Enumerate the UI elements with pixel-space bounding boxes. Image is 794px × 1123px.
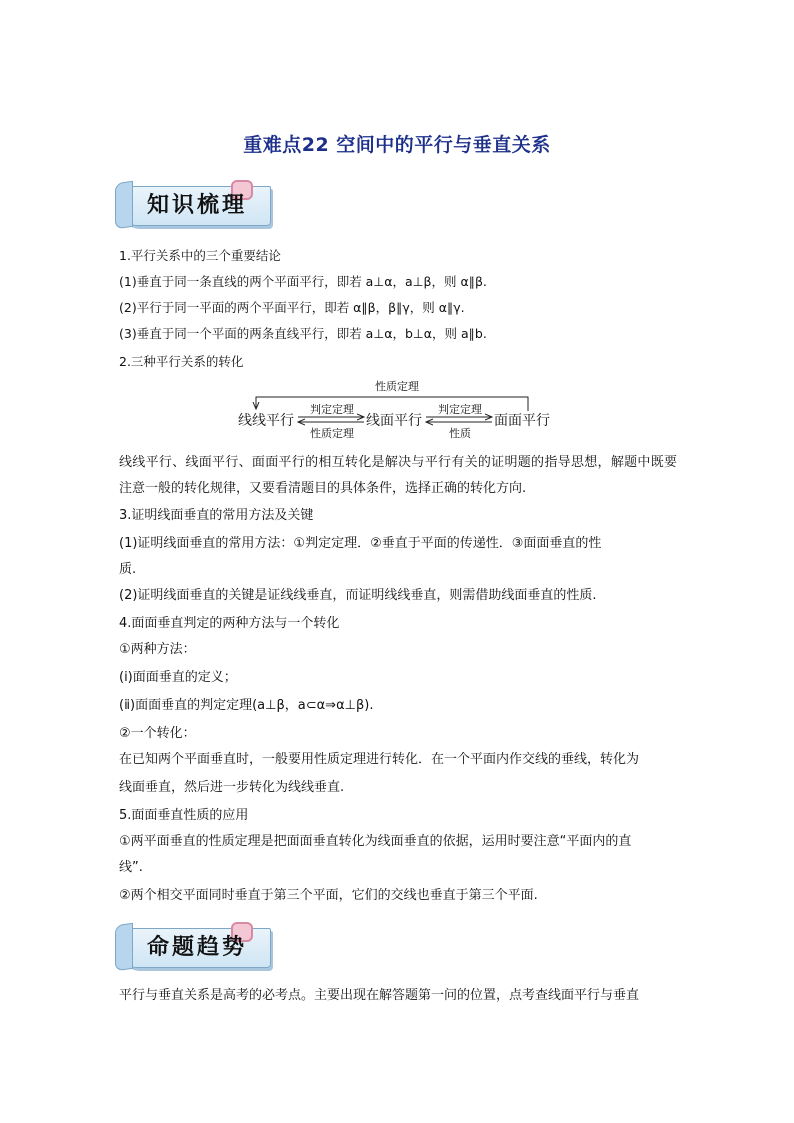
text-line: ②两个相交平面同时垂直于第三个平面，它们的交线也垂直于第三个平面.: [119, 888, 538, 903]
text-line: (ⅱ)面面垂直的判定定理(a⊥β，a⊂α⇒α⊥β).: [119, 698, 374, 713]
parallel-transform-diagram: [232, 375, 562, 445]
banner-label: 命题趋势: [146, 934, 247, 960]
text-line: 平行与垂直关系是高考的必考点。主要出现在解答题第一问的位置，点考查线面平行与垂直: [119, 988, 640, 1003]
node-line-line: 线线平行: [238, 413, 294, 429]
section-banner-trends: [115, 924, 265, 968]
text-line: (3)垂直于同一个平面的两条直线平行，即若 a⊥α，b⊥α，则 a∥b.: [119, 326, 487, 341]
text-line: 质.: [119, 562, 137, 577]
text-line: (1)垂直于同一条直线的两个平面平行，即若 a⊥α，a⊥β，则 α∥β.: [119, 274, 487, 289]
text-line: (ⅰ)面面垂直的定义；: [119, 670, 237, 685]
text-line: 线面垂直，然后进一步转化为线线垂直.: [119, 780, 345, 795]
label-top: 性质定理: [375, 380, 419, 393]
text-line: 5.面面垂直性质的应用: [119, 808, 249, 823]
text-line: 2.三种平行关系的转化: [119, 354, 244, 369]
text-line: 在已知两个平面垂直时，一般要用性质定理进行转化．在一个平面内作交线的垂线，转化为: [119, 752, 640, 767]
text-line: ①两平面垂直的性质定理是把面面垂直转化为线面垂直的依据，运用时要注意“平面内的直: [119, 834, 632, 849]
text-line: (2)证明线面垂直的关键是证线线垂直，而证明线线垂直，则需借助线面垂直的性质.: [119, 588, 597, 603]
text-line: (1)证明线面垂直的常用方法：①判定定理．②垂直于平面的传递性．③面面垂直的性: [119, 536, 602, 551]
text-line: 线”.: [119, 860, 143, 875]
banner-label: 知识梳理: [146, 192, 247, 218]
text-line: 1.平行关系中的三个重要结论: [119, 248, 281, 263]
label-lower-1: 性质定理: [310, 427, 354, 440]
node-line-plane: 线面平行: [366, 413, 422, 429]
paragraph: 线线平行、线面平行、面面平行的相互转化是解决与平行有关的证明题的指导思想，解题中既要注意一般的转化规律，又要看清题目的具体条件，选择正确的转化方向.: [119, 455, 677, 496]
text-line: (2)平行于同一平面的两个平面平行，即若 α∥β，β∥γ，则 α∥γ.: [119, 300, 465, 315]
text-line: ①两种方法：: [119, 642, 196, 657]
text-line: 3.证明线面垂直的常用方法及关键: [119, 508, 314, 523]
label-upper-2: 判定定理: [438, 403, 482, 416]
text-line: ②一个转化：: [119, 726, 196, 741]
text-line: 4.面面垂直判定的两种方法与一个转化: [119, 616, 340, 631]
section-banner-knowledge: [115, 182, 265, 226]
label-lower-2: 性质: [449, 427, 471, 440]
page-title: 重难点22 空间中的平行与垂直关系: [243, 134, 551, 156]
node-plane-plane: 面面平行: [494, 413, 550, 429]
arrow-node3-to-node1: [256, 397, 528, 411]
label-upper-1: 判定定理: [310, 403, 354, 416]
